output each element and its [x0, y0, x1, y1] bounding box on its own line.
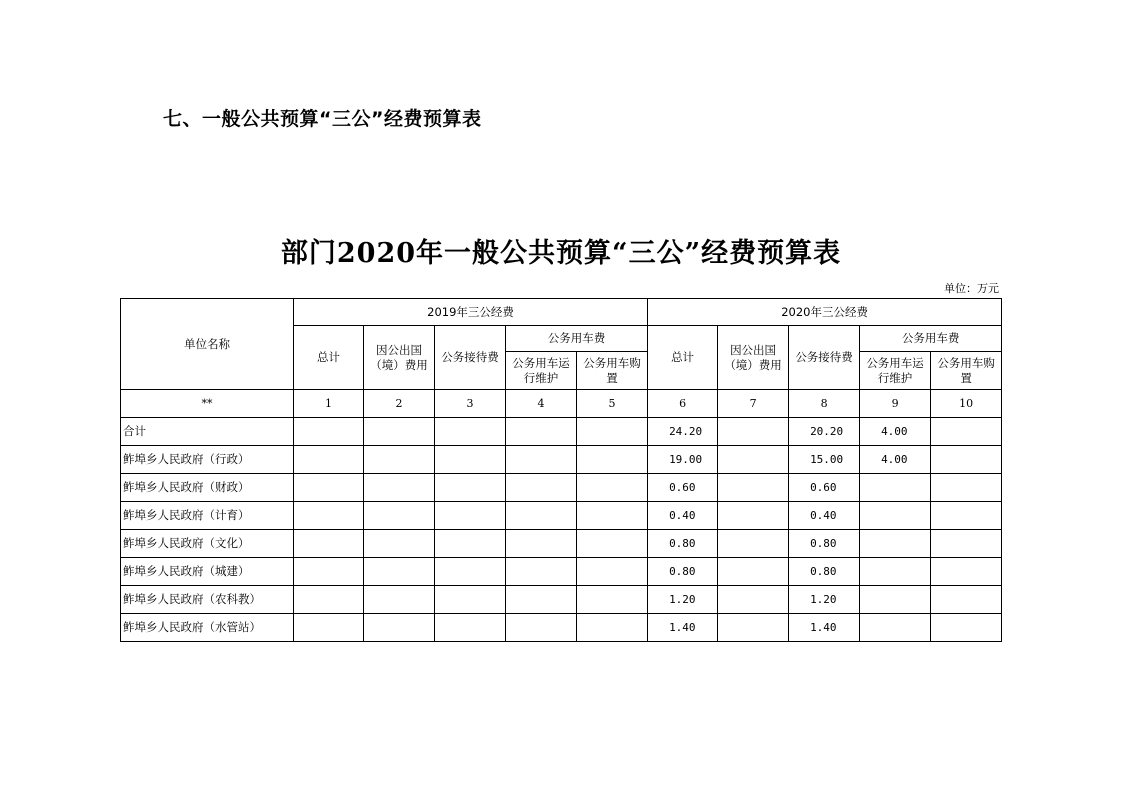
value-cell-c6: 0.80 [648, 558, 718, 586]
col-2019-vehicle-buy-line1: 公务用车购 [583, 356, 641, 371]
value-cell-c10 [931, 446, 1002, 474]
value-cell-c2 [364, 586, 435, 614]
col-2020-vehicle-buy [931, 352, 1002, 390]
col-2019-vehicle-op-line1: 公务用车运 [512, 356, 570, 371]
value-cell-c8: 0.60 [789, 474, 860, 502]
value-cell-c4 [506, 530, 577, 558]
index-cell: 5 [577, 390, 648, 418]
table-row [121, 614, 1002, 642]
value-cell-c9: 4.00 [860, 418, 931, 446]
value-cell-c9 [860, 530, 931, 558]
value-cell-c6: 0.60 [648, 474, 718, 502]
value-cell-c4 [506, 474, 577, 502]
value-cell-c7 [718, 418, 789, 446]
col-2019-vehicle-op-line2: 行维护 [523, 370, 559, 385]
unit-name-cell: 鲊埠乡人民政府（水管站） [121, 614, 294, 642]
col-2020-vehicle-op [860, 352, 931, 390]
value-cell-c5 [577, 502, 648, 530]
col-2020-abroad-line1: 因公出国 [730, 343, 777, 358]
group-2019-header: 2019年三公经费 [294, 299, 648, 326]
value-cell-c9 [860, 586, 931, 614]
value-cell-c10 [931, 530, 1002, 558]
col-2020-vehicle-group: 公务用车费 [860, 326, 1002, 352]
group-2020-header: 2020年三公经费 [648, 299, 1002, 326]
value-cell-c1 [294, 474, 364, 502]
value-cell-c10 [931, 502, 1002, 530]
value-cell-c7 [718, 502, 789, 530]
section-heading: 七、一般公共预算“三公”经费预算表 [163, 108, 482, 130]
value-cell-c1 [294, 586, 364, 614]
value-cell-c7 [718, 530, 789, 558]
index-cell: 9 [860, 390, 931, 418]
table-row [121, 474, 1002, 502]
col-2019-vehicle-group: 公务用车费 [506, 326, 648, 352]
unit-name-cell: 鲊埠乡人民政府（农科教） [121, 586, 294, 614]
value-cell-c3 [435, 418, 506, 446]
value-cell-c2 [364, 446, 435, 474]
value-cell-c3 [435, 502, 506, 530]
col-2020-vehicle-buy-line1: 公务用车购 [937, 356, 995, 371]
value-cell-c7 [718, 614, 789, 642]
col-2020-vehicle-op-line2: 行维护 [877, 370, 913, 385]
value-cell-c4 [506, 558, 577, 586]
value-cell-c2 [364, 558, 435, 586]
value-cell-c1 [294, 530, 364, 558]
unit-name-cell: 鲊埠乡人民政府（计育） [121, 502, 294, 530]
col-2020-reception: 公务接待费 [789, 326, 860, 390]
index-cell: 6 [648, 390, 718, 418]
value-cell-c6: 0.80 [648, 530, 718, 558]
value-cell-c7 [718, 558, 789, 586]
unit-name-cell: 鲊埠乡人民政府（城建） [121, 558, 294, 586]
value-cell-c5 [577, 614, 648, 642]
value-cell-c10 [931, 474, 1002, 502]
value-cell-c4 [506, 502, 577, 530]
value-cell-c2 [364, 418, 435, 446]
value-cell-c10 [931, 418, 1002, 446]
index-cell: 4 [506, 390, 577, 418]
value-cell-c5 [577, 418, 648, 446]
value-cell-c7 [718, 446, 789, 474]
unit-name-cell: 鲊埠乡人民政府（财政） [121, 474, 294, 502]
unit-note: 单位：万元 [944, 282, 999, 295]
value-cell-c1 [294, 502, 364, 530]
index-cell: ** [121, 390, 294, 418]
value-cell-c6: 1.20 [648, 586, 718, 614]
value-cell-c3 [435, 446, 506, 474]
index-cell: 3 [435, 390, 506, 418]
value-cell-c10 [931, 586, 1002, 614]
total-row [121, 418, 1002, 446]
value-cell-c4 [506, 418, 577, 446]
col-2019-vehicle-buy-line2: 置 [606, 370, 618, 385]
value-cell-c9 [860, 502, 931, 530]
unit-name-header: 单位名称 [121, 299, 294, 390]
col-2020-vehicle-buy-line2: 置 [960, 370, 972, 385]
index-cell: 1 [294, 390, 364, 418]
value-cell-c2 [364, 530, 435, 558]
table-row [121, 446, 1002, 474]
value-cell-c8: 20.20 [789, 418, 860, 446]
value-cell-c6: 24.20 [648, 418, 718, 446]
index-row [121, 390, 1002, 418]
value-cell-c1 [294, 418, 364, 446]
value-cell-c6: 0.40 [648, 502, 718, 530]
value-cell-c2 [364, 474, 435, 502]
value-cell-c8: 0.80 [789, 530, 860, 558]
col-2019-abroad [364, 326, 435, 390]
value-cell-c10 [931, 558, 1002, 586]
header-row-group [121, 299, 1002, 326]
col-2019-total: 总计 [294, 326, 364, 390]
value-cell-c1 [294, 558, 364, 586]
three-public-budget-table [120, 298, 1002, 642]
value-cell-c8: 1.20 [789, 586, 860, 614]
value-cell-c8: 1.40 [789, 614, 860, 642]
value-cell-c9 [860, 558, 931, 586]
value-cell-c7 [718, 474, 789, 502]
table-row [121, 558, 1002, 586]
value-cell-c5 [577, 586, 648, 614]
table-row [121, 530, 1002, 558]
value-cell-c8: 0.80 [789, 558, 860, 586]
value-cell-c9: 4.00 [860, 446, 931, 474]
value-cell-c1 [294, 614, 364, 642]
value-cell-c5 [577, 558, 648, 586]
col-2020-abroad [718, 326, 789, 390]
value-cell-c9 [860, 474, 931, 502]
value-cell-c6: 1.40 [648, 614, 718, 642]
value-cell-c4 [506, 446, 577, 474]
index-cell: 2 [364, 390, 435, 418]
unit-name-cell: 合计 [121, 418, 294, 446]
value-cell-c5 [577, 446, 648, 474]
value-cell-c9 [860, 614, 931, 642]
col-2020-total: 总计 [648, 326, 718, 390]
col-2019-reception: 公务接待费 [435, 326, 506, 390]
value-cell-c5 [577, 474, 648, 502]
table-row [121, 502, 1002, 530]
col-2019-vehicle-op [506, 352, 577, 390]
unit-name-cell: 鲊埠乡人民政府（文化） [121, 530, 294, 558]
value-cell-c3 [435, 558, 506, 586]
col-2019-abroad-line2: （境）费用 [370, 357, 428, 372]
col-2020-vehicle-op-line1: 公务用车运 [866, 356, 924, 371]
value-cell-c10 [931, 614, 1002, 642]
value-cell-c4 [506, 586, 577, 614]
value-cell-c5 [577, 530, 648, 558]
unit-name-cell: 鲊埠乡人民政府（行政） [121, 446, 294, 474]
value-cell-c8: 15.00 [789, 446, 860, 474]
value-cell-c3 [435, 530, 506, 558]
index-cell: 10 [931, 390, 1002, 418]
value-cell-c2 [364, 614, 435, 642]
col-2020-abroad-line2: （境）费用 [724, 357, 782, 372]
value-cell-c1 [294, 446, 364, 474]
value-cell-c3 [435, 586, 506, 614]
value-cell-c6: 19.00 [648, 446, 718, 474]
index-cell: 7 [718, 390, 789, 418]
col-2019-vehicle-buy [577, 352, 648, 390]
value-cell-c3 [435, 474, 506, 502]
value-cell-c8: 0.40 [789, 502, 860, 530]
value-cell-c7 [718, 586, 789, 614]
value-cell-c4 [506, 614, 577, 642]
data-rows [121, 418, 1002, 642]
table-row [121, 586, 1002, 614]
table-title: 部门2020年一般公共预算“三公”经费预算表 [280, 238, 842, 269]
value-cell-c3 [435, 614, 506, 642]
value-cell-c2 [364, 502, 435, 530]
col-2019-abroad-line1: 因公出国 [376, 343, 422, 358]
index-cell: 8 [789, 390, 860, 418]
